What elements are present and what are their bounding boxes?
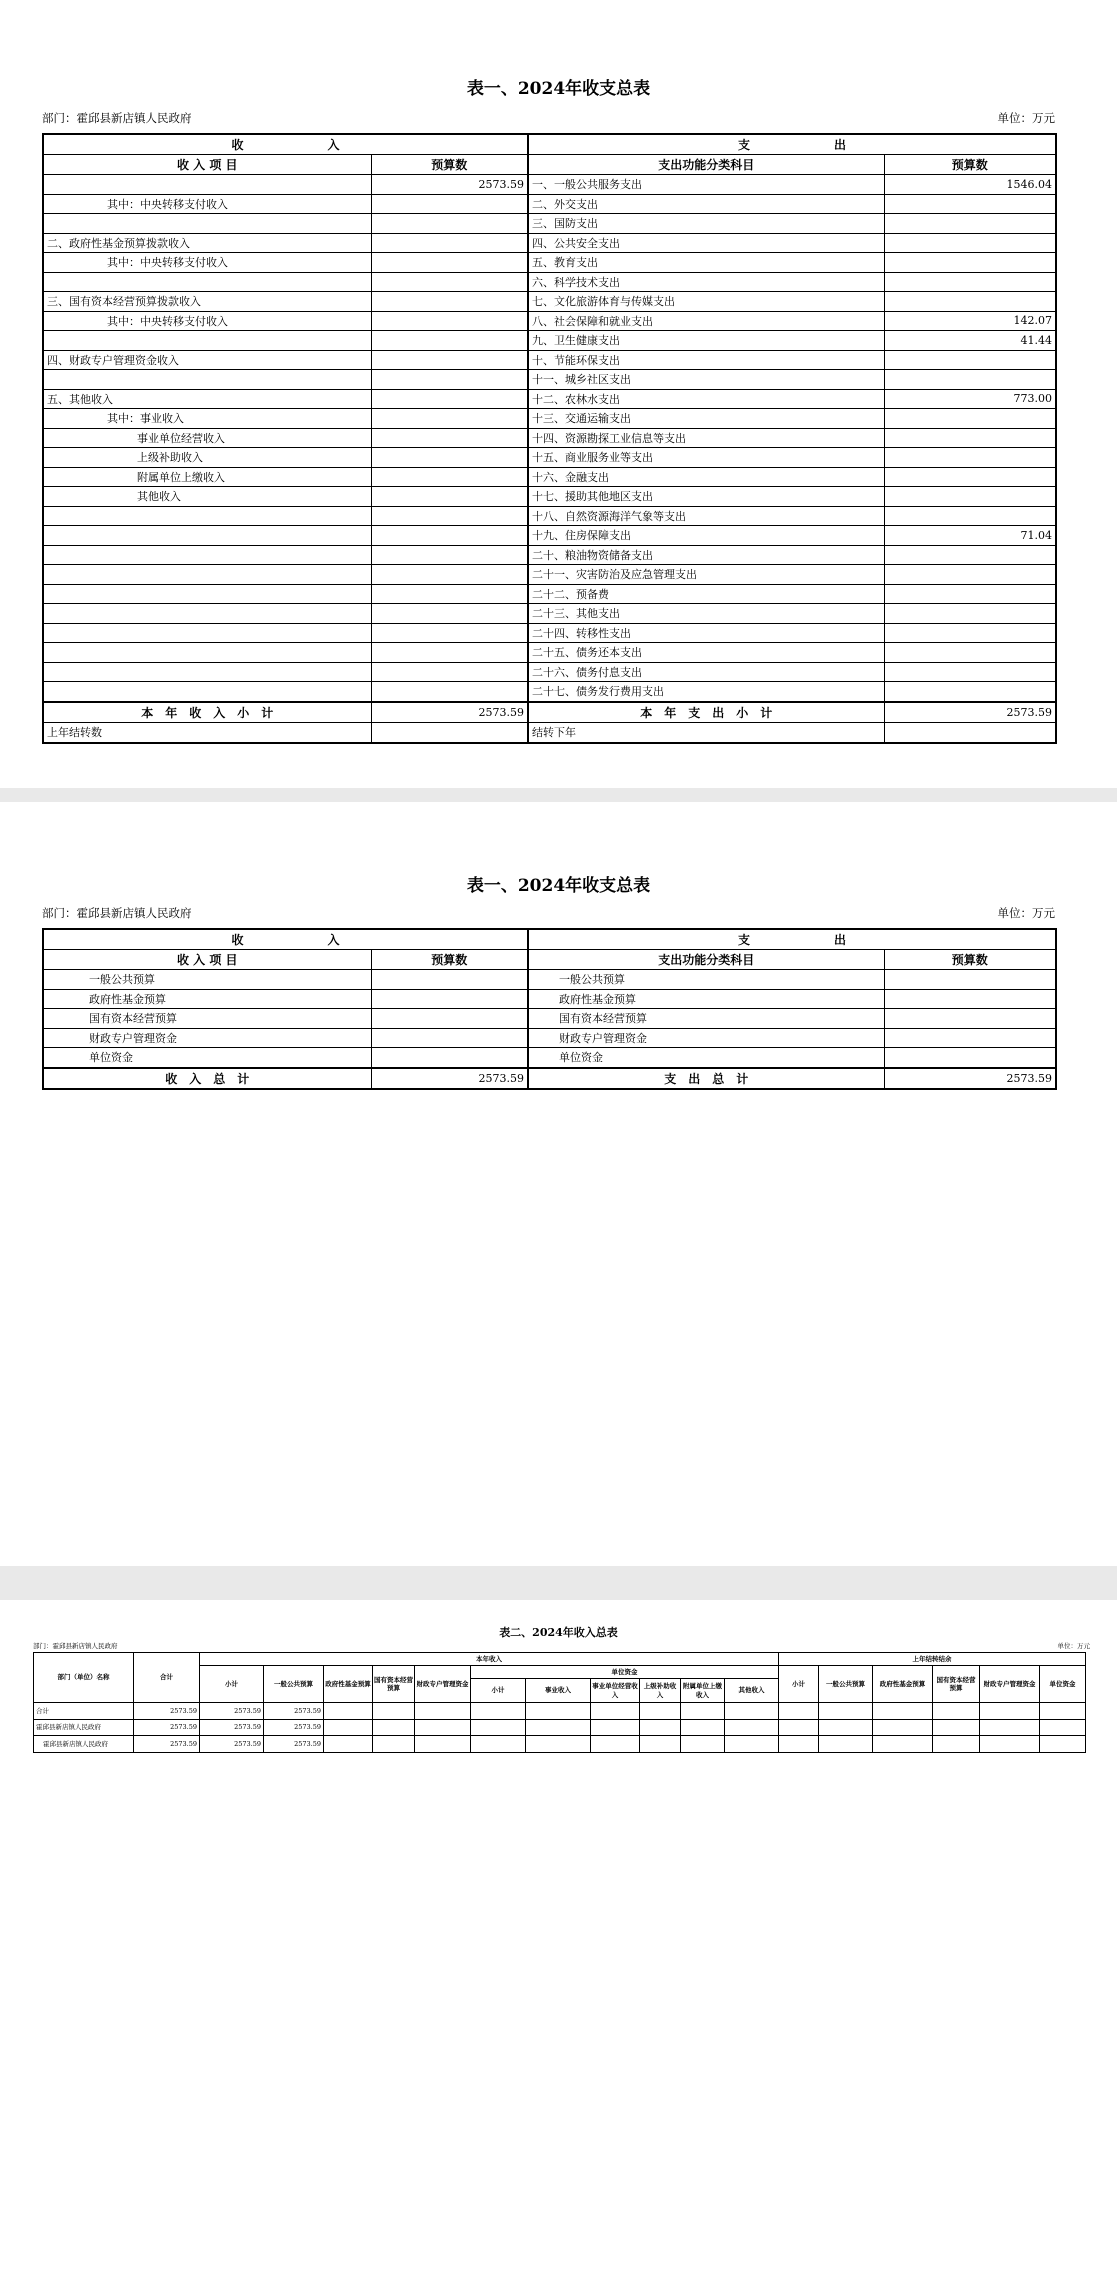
income-value-cell: [371, 448, 528, 468]
income-value-cell: [371, 370, 528, 390]
table-row: [43, 623, 1056, 643]
table-row: [43, 194, 1056, 214]
total-header: 合计: [134, 1653, 200, 1703]
expense-value-cell: [884, 487, 1056, 507]
income-detail-wrap: [33, 1652, 1086, 1753]
department-label: 部门：霍邱县新店镇人民政府: [42, 906, 192, 920]
income-subtotal-value: 2573.59: [371, 702, 528, 723]
value-cell: 2573.59: [200, 1736, 264, 1753]
income-value-cell: [371, 389, 528, 409]
value-cell: [681, 1736, 725, 1753]
expense-value-cell: [884, 604, 1056, 624]
income-item-cell: [43, 662, 371, 682]
table-row: [43, 311, 1056, 331]
income-value-cell: [371, 1048, 528, 1068]
value-cell: [779, 1703, 819, 1720]
income-budget-header: 预算数: [371, 950, 528, 970]
value-cell: [681, 1703, 725, 1720]
dept-name-cell: 合计: [34, 1703, 134, 1720]
value-cell: [779, 1736, 819, 1753]
table-row: [43, 214, 1056, 234]
income-item-cell: 单位资金: [43, 1048, 371, 1068]
income-item-cell: [43, 370, 371, 390]
expense-item-cell: 二十三、其他支出: [528, 604, 884, 624]
carryover-col-header: 政府性基金预算: [873, 1666, 933, 1703]
carryover-col-header: 一般公共预算: [819, 1666, 873, 1703]
income-value-cell: [371, 643, 528, 663]
expense-item-cell: 六、科学技术支出: [528, 272, 884, 292]
income-subtotal-label: 收 入 总 计: [43, 1068, 371, 1089]
unit-funds-col-header: 其他收入: [725, 1679, 779, 1703]
value-cell: 2573.59: [264, 1719, 324, 1736]
expense-item-cell: 十四、资源勘探工业信息等支出: [528, 428, 884, 448]
dept-name-header: 部门（单位）名称: [34, 1653, 134, 1703]
expense-value-cell: [884, 292, 1056, 312]
income-value-cell: [371, 989, 528, 1009]
table-header-row: [43, 155, 1056, 175]
table-row: [43, 1009, 1056, 1029]
value-cell: [819, 1719, 873, 1736]
expense-value-cell: [884, 233, 1056, 253]
table-header-row: [43, 929, 1056, 950]
value-cell: [640, 1719, 681, 1736]
page-title: 表二、2024年收入总表: [499, 1626, 618, 1639]
expense-value-cell: 71.04: [884, 526, 1056, 546]
expense-item-cell: 十二、农林水支出: [528, 389, 884, 409]
income-value-cell: [371, 331, 528, 351]
carryover-value: [371, 722, 528, 743]
income-item-cell: 二、政府性基金预算拨款收入: [43, 233, 371, 253]
value-cell: [640, 1703, 681, 1720]
expense-item-cell: 九、卫生健康支出: [528, 331, 884, 351]
unit-funds-col-header: 上级补助收入: [640, 1679, 681, 1703]
value-cell: [471, 1703, 526, 1720]
table-row: [34, 1703, 1086, 1720]
meta-line: [42, 906, 1055, 920]
income-value-cell: [371, 662, 528, 682]
value-cell: [526, 1703, 591, 1720]
expense-value-cell: 773.00: [884, 389, 1056, 409]
income-item-cell: [43, 643, 371, 663]
value-cell: [933, 1719, 980, 1736]
income-item-cell: 其中：事业收入: [43, 409, 371, 429]
expense-item-cell: 二十四、转移性支出: [528, 623, 884, 643]
expense-item-cell: 五、教育支出: [528, 253, 884, 273]
carryover-label: 上年结转数: [43, 722, 371, 743]
income-item-cell: [43, 175, 371, 195]
value-cell: [591, 1703, 640, 1720]
page-separator: [0, 788, 1117, 802]
expense-item-cell: 二十五、债务还本支出: [528, 643, 884, 663]
value-cell: [526, 1719, 591, 1736]
table-row: [43, 970, 1056, 990]
expense-item-cell: 四、公共安全支出: [528, 233, 884, 253]
meta-line: [42, 111, 1055, 125]
budget-type-summary-wrap: [42, 928, 1057, 1090]
income-item-cell: [43, 623, 371, 643]
value-cell: 2573.59: [264, 1736, 324, 1753]
department-label: 部门：霍邱县新店镇人民政府: [42, 111, 192, 125]
income-budget-header: 预算数: [371, 155, 528, 175]
value-cell: [980, 1703, 1040, 1720]
income-value-cell: [371, 565, 528, 585]
income-item-cell: 五、其他收入: [43, 389, 371, 409]
expense-item-cell: 七、文化旅游体育与传媒支出: [528, 292, 884, 312]
value-cell: [1040, 1736, 1086, 1753]
carry-forward-value: [884, 722, 1056, 743]
expense-subtotal-value: 2573.59: [884, 1068, 1056, 1089]
table-row: [43, 565, 1056, 585]
expense-value-cell: [884, 662, 1056, 682]
expense-item-cell: 一、一般公共服务支出: [528, 175, 884, 195]
value-cell: [933, 1703, 980, 1720]
table-row: [43, 584, 1056, 604]
table-row: [43, 448, 1056, 468]
income-value-cell: [371, 584, 528, 604]
income-value-cell: [371, 526, 528, 546]
table-row: [34, 1719, 1086, 1736]
current-income-col-header: 财政专户管理资金: [415, 1666, 471, 1703]
page-title: 表一、2024年收支总表: [466, 79, 651, 99]
expense-value-cell: 142.07: [884, 311, 1056, 331]
income-item-cell: 附属单位上缴收入: [43, 467, 371, 487]
expense-group-header: 支 出: [528, 134, 1056, 155]
expense-value-cell: [884, 214, 1056, 234]
expense-item-cell: 政府性基金预算: [528, 989, 884, 1009]
table-row: [43, 428, 1056, 448]
table-row: [43, 989, 1056, 1009]
table-row: [43, 1028, 1056, 1048]
unit-funds-col-header: 事业收入: [526, 1679, 591, 1703]
expense-budget-header: 预算数: [884, 950, 1056, 970]
income-item-header: 收 入 项 目: [43, 950, 371, 970]
table-row: [43, 292, 1056, 312]
income-item-cell: [43, 565, 371, 585]
value-cell: 2573.59: [134, 1719, 200, 1736]
value-cell: [591, 1719, 640, 1736]
expense-value-cell: [884, 565, 1056, 585]
expense-value-cell: [884, 194, 1056, 214]
table-row: [43, 604, 1056, 624]
value-cell: [819, 1736, 873, 1753]
table-row: [43, 253, 1056, 273]
value-cell: [324, 1719, 373, 1736]
income-item-cell: 四、财政专户管理资金收入: [43, 350, 371, 370]
value-cell: [873, 1736, 933, 1753]
income-value-cell: [371, 1028, 528, 1048]
table-row: [43, 350, 1056, 370]
income-value-cell: [371, 682, 528, 702]
expense-item-cell: 十七、援助其他地区支出: [528, 487, 884, 507]
value-cell: 2573.59: [200, 1719, 264, 1736]
income-value-cell: [371, 253, 528, 273]
expense-subtotal-label: 支 出 总 计: [528, 1068, 884, 1089]
value-cell: 2573.59: [134, 1703, 200, 1720]
expense-item-cell: 二十七、债务发行费用支出: [528, 682, 884, 702]
value-cell: [779, 1719, 819, 1736]
expense-value-cell: [884, 253, 1056, 273]
table-row: [43, 389, 1056, 409]
income-group-header: 收 入: [43, 929, 528, 950]
table-row: [43, 545, 1056, 565]
expense-value-cell: [884, 272, 1056, 292]
expense-item-cell: 一般公共预算: [528, 970, 884, 990]
table-row: [34, 1736, 1086, 1753]
value-cell: [980, 1719, 1040, 1736]
income-item-cell: [43, 214, 371, 234]
expense-item-cell: 二十一、灾害防治及应急管理支出: [528, 565, 884, 585]
expense-item-cell: 八、社会保障和就业支出: [528, 311, 884, 331]
unit-funds-col-header: 小计: [471, 1679, 526, 1703]
income-value-cell: [371, 292, 528, 312]
income-item-cell: 其中：中央转移支付收入: [43, 253, 371, 273]
expense-item-cell: 十八、自然资源海洋气象等支出: [528, 506, 884, 526]
table-row: [43, 409, 1056, 429]
expense-item-cell: 十九、住房保障支出: [528, 526, 884, 546]
value-cell: [725, 1719, 779, 1736]
expense-subtotal-value: 2573.59: [884, 702, 1056, 723]
expense-item-cell: 二十、粮油物资储备支出: [528, 545, 884, 565]
value-cell: [819, 1703, 873, 1720]
income-value-cell: [371, 487, 528, 507]
income-value-cell: [371, 350, 528, 370]
value-cell: [1040, 1719, 1086, 1736]
value-cell: [526, 1736, 591, 1753]
page-1: [0, 0, 1117, 788]
expense-budget-header: 预算数: [884, 155, 1056, 175]
unit-label: 单位：万元: [997, 111, 1055, 125]
income-item-cell: [43, 506, 371, 526]
income-subtotal-label: 本 年 收 入 小 计: [43, 702, 371, 723]
income-item-cell: 上级补助收入: [43, 448, 371, 468]
carryover-col-header: 财政专户管理资金: [980, 1666, 1040, 1703]
subtotal-row: [43, 702, 1056, 723]
table-header-row: [43, 134, 1056, 155]
table-row: [43, 467, 1056, 487]
expense-value-cell: 41.44: [884, 331, 1056, 351]
income-value-cell: [371, 428, 528, 448]
value-cell: [1040, 1703, 1086, 1720]
expense-value-cell: [884, 970, 1056, 990]
unit-funds-col-header: 事业单位经营收入: [591, 1679, 640, 1703]
income-value-cell: [371, 970, 528, 990]
expense-value-cell: [884, 989, 1056, 1009]
value-cell: [873, 1703, 933, 1720]
income-group-header: 收 入: [43, 134, 528, 155]
expense-value-cell: [884, 623, 1056, 643]
value-cell: [373, 1703, 415, 1720]
table-row: [43, 526, 1056, 546]
expense-value-cell: [884, 545, 1056, 565]
table-row: [43, 506, 1056, 526]
page-separator: [0, 1566, 1117, 1600]
carry-forward-label: 结转下年: [528, 722, 884, 743]
income-item-cell: [43, 545, 371, 565]
income-item-cell: [43, 526, 371, 546]
income-value-cell: [371, 467, 528, 487]
expense-value-cell: [884, 448, 1056, 468]
page-2: [0, 802, 1117, 1566]
value-cell: [373, 1736, 415, 1753]
page-title: 表一、2024年收支总表: [466, 876, 651, 896]
table-row: [43, 662, 1056, 682]
value-cell: [415, 1703, 471, 1720]
table-row: [43, 370, 1056, 390]
value-cell: [933, 1736, 980, 1753]
expense-value-cell: 1546.04: [884, 175, 1056, 195]
income-value-cell: [371, 214, 528, 234]
value-cell: [681, 1719, 725, 1736]
page-3: [0, 1600, 1117, 2280]
table-row: [43, 175, 1056, 195]
value-cell: [725, 1736, 779, 1753]
value-cell: [471, 1736, 526, 1753]
unit-label: 单位：万元: [997, 906, 1055, 920]
income-value-cell: [371, 233, 528, 253]
income-value-cell: [371, 194, 528, 214]
meta-line: [33, 1642, 1090, 1650]
income-item-cell: 国有资本经营预算: [43, 1009, 371, 1029]
income-item-cell: [43, 272, 371, 292]
income-item-cell: 其他收入: [43, 487, 371, 507]
income-value-cell: [371, 623, 528, 643]
expense-item-cell: 十五、商业服务业等支出: [528, 448, 884, 468]
income-item-cell: 财政专户管理资金: [43, 1028, 371, 1048]
expense-item-cell: 十、节能环保支出: [528, 350, 884, 370]
expense-item-header: 支出功能分类科目: [528, 155, 884, 175]
value-cell: [725, 1703, 779, 1720]
value-cell: [471, 1719, 526, 1736]
income-item-cell: 事业单位经营收入: [43, 428, 371, 448]
income-detail-table: [33, 1652, 1086, 1753]
carryover-col-header: 单位资金: [1040, 1666, 1086, 1703]
value-cell: [873, 1719, 933, 1736]
expense-value-cell: [884, 506, 1056, 526]
value-cell: [640, 1736, 681, 1753]
expense-item-cell: 十三、交通运输支出: [528, 409, 884, 429]
table-header-row: [34, 1653, 1086, 1666]
table-row: [43, 1048, 1056, 1068]
expense-item-cell: 二十二、预备费: [528, 584, 884, 604]
carryover-row: [43, 722, 1056, 743]
department-label: 部门：霍邱县新店镇人民政府: [33, 1642, 118, 1650]
value-cell: [324, 1703, 373, 1720]
unit-funds-col-header: 附属单位上缴收入: [681, 1679, 725, 1703]
subtotal-row: [43, 1068, 1056, 1089]
table-row: [43, 682, 1056, 702]
table-row: [43, 331, 1056, 351]
income-value-cell: [371, 409, 528, 429]
table-row: [43, 643, 1056, 663]
expense-value-cell: [884, 1048, 1056, 1068]
expense-subtotal-label: 本 年 支 出 小 计: [528, 702, 884, 723]
income-subtotal-value: 2573.59: [371, 1068, 528, 1089]
expense-item-cell: 二、外交支出: [528, 194, 884, 214]
current-income-col-header: 国有资本经营预算: [373, 1666, 415, 1703]
income-value-cell: [371, 506, 528, 526]
table-header-row: [43, 950, 1056, 970]
expense-item-cell: 国有资本经营预算: [528, 1009, 884, 1029]
expense-item-cell: 十六、金融支出: [528, 467, 884, 487]
expense-value-cell: [884, 370, 1056, 390]
expense-item-header: 支出功能分类科目: [528, 950, 884, 970]
expense-value-cell: [884, 409, 1056, 429]
expense-item-cell: 财政专户管理资金: [528, 1028, 884, 1048]
carryover-group-header: 上年结转结余: [779, 1653, 1086, 1666]
table-row: [43, 233, 1056, 253]
expense-value-cell: [884, 467, 1056, 487]
income-item-cell: 其中：中央转移支付收入: [43, 311, 371, 331]
current-income-col-header: 小计: [200, 1666, 264, 1703]
income-item-cell: [43, 604, 371, 624]
current-year-income-group-header: 本年收入: [200, 1653, 779, 1666]
dept-name-cell: 霍邱县新店镇人民政府: [34, 1736, 134, 1753]
income-item-cell: 三、国有资本经营预算拨款收入: [43, 292, 371, 312]
unit-funds-group-header: 单位资金: [471, 1666, 779, 1679]
income-item-cell: [43, 584, 371, 604]
income-item-cell: 政府性基金预算: [43, 989, 371, 1009]
value-cell: 2573.59: [264, 1703, 324, 1720]
expense-value-cell: [884, 1009, 1056, 1029]
expense-value-cell: [884, 350, 1056, 370]
dept-name-cell: 霍邱县新店镇人民政府: [34, 1719, 134, 1736]
income-value-cell: 2573.59: [371, 175, 528, 195]
value-cell: [415, 1736, 471, 1753]
expense-item-cell: 单位资金: [528, 1048, 884, 1068]
table-row: [43, 487, 1056, 507]
carryover-col-header: 国有资本经营预算: [933, 1666, 980, 1703]
expense-group-header: 支 出: [528, 929, 1056, 950]
expense-value-cell: [884, 584, 1056, 604]
income-item-cell: [43, 331, 371, 351]
expense-value-cell: [884, 682, 1056, 702]
income-value-cell: [371, 545, 528, 565]
current-income-col-header: 一般公共预算: [264, 1666, 324, 1703]
expense-item-cell: 十一、城乡社区支出: [528, 370, 884, 390]
value-cell: [324, 1736, 373, 1753]
income-value-cell: [371, 604, 528, 624]
income-value-cell: [371, 311, 528, 331]
income-expense-summary-wrap: [42, 133, 1057, 744]
income-item-cell: [43, 682, 371, 702]
income-item-header: 收 入 项 目: [43, 155, 371, 175]
value-cell: 2573.59: [134, 1736, 200, 1753]
income-value-cell: [371, 1009, 528, 1029]
expense-item-cell: 三、国防支出: [528, 214, 884, 234]
unit-label: 单位：万元: [1057, 1642, 1090, 1650]
income-item-cell: 一般公共预算: [43, 970, 371, 990]
income-value-cell: [371, 272, 528, 292]
income-expense-summary-table: [42, 133, 1057, 744]
value-cell: 2573.59: [200, 1703, 264, 1720]
value-cell: [591, 1736, 640, 1753]
budget-type-summary-table: [42, 928, 1057, 1090]
value-cell: [980, 1736, 1040, 1753]
expense-value-cell: [884, 643, 1056, 663]
value-cell: [373, 1719, 415, 1736]
expense-value-cell: [884, 428, 1056, 448]
value-cell: [415, 1719, 471, 1736]
expense-value-cell: [884, 1028, 1056, 1048]
income-item-cell: 其中：中央转移支付收入: [43, 194, 371, 214]
carryover-col-header: 小计: [779, 1666, 819, 1703]
table-row: [43, 272, 1056, 292]
current-income-col-header: 政府性基金预算: [324, 1666, 373, 1703]
expense-item-cell: 二十六、债务付息支出: [528, 662, 884, 682]
